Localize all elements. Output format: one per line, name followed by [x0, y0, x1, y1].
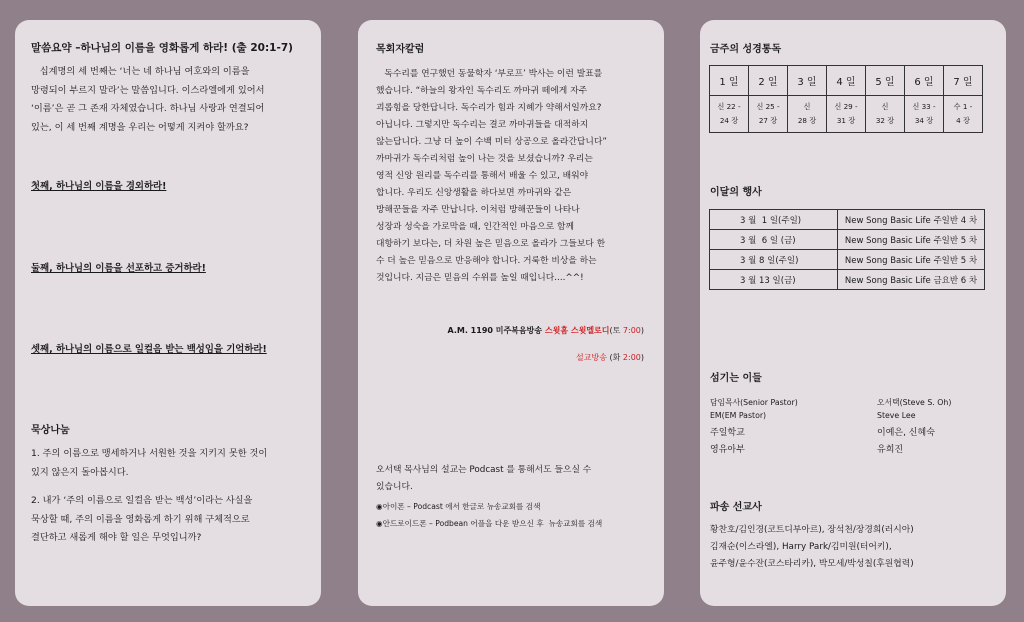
event-date: 3 월 1 일(주일)	[710, 210, 838, 230]
sermon-intro	[31, 63, 264, 137]
servant-person: 유희진	[877, 445, 904, 455]
reading-passage: 신 29 - 31 장	[827, 96, 866, 133]
bible-reading-table	[709, 65, 983, 133]
column-line: 영적 신앙 원리를 독수리를 통해서 배울 수 있고, 배워야	[376, 171, 589, 181]
question-line: 1. 주의 이름으로 맹세하거나 서원한 것을 지키지 못한 것이	[31, 448, 268, 459]
column-line: 것입니다. 지금은 믿음의 수위를 높일 때입니다....^^!	[376, 273, 584, 283]
servant-role: EM(EM Pastor)	[710, 411, 767, 420]
servants-title: 섬기는 이들	[710, 373, 762, 384]
column-line: 않는답니다. 그냥 더 높이 수백 미터 상공으로 올라간답니다”	[376, 137, 607, 147]
point-three: 셋째, 하나님의 이름으로 일컬음 받는 백성임을 기억하라!	[31, 344, 267, 355]
reading-passage: 신 32 장	[866, 96, 905, 133]
radio-paren: )	[640, 326, 644, 335]
meditation-question-2	[31, 492, 252, 548]
question-line: 묵상할 때, 주의 이름을 영화롭게 하기 위해 구체적으로	[31, 513, 250, 525]
column-line: 성장과 성숙을 가로막을 때, 인간적인 마음으로 함께	[376, 222, 575, 232]
column-line: 까마귀가 독수리처럼 높이 나는 것을 보셨습니까? 우리는	[376, 154, 593, 164]
missionary-line: 황찬호/김인경(코트디부아르), 장석천/장경희(러시아)	[710, 525, 914, 535]
event-row	[710, 250, 985, 270]
reading-passage: 신 25 - 27 장	[749, 96, 788, 133]
event-name: New Song Basic Life 주일반 5 차	[838, 230, 985, 250]
servant-person: Steve Lee	[877, 411, 916, 420]
radio-program: 스윗홈 스윗멜로디	[544, 326, 610, 335]
sermon-summary-panel	[15, 20, 321, 606]
sermon-time: 2:00	[622, 353, 641, 362]
event-row	[710, 210, 985, 230]
intro-line: ‘이름’은 곧 그 존재 자체였습니다. 하나님 사랑과 연결되어	[31, 103, 265, 114]
podcast-line: 있습니다.	[376, 482, 413, 492]
reading-passage: 신 22 - 24 장	[710, 96, 749, 133]
iphone-instruction: ◉아이폰 – Podcast 에서 한글로 뉴송교회를 검색	[376, 502, 541, 511]
reading-day: 5 일	[866, 66, 905, 96]
bible-reading-title: 금주의 성경통독	[710, 44, 782, 55]
column-line: 방해꾼들을 자주 만납니다. 이처럼 방해꾼들이 나타나	[376, 205, 580, 215]
pastor-column-text	[376, 66, 607, 287]
reading-passage: 수 1 - 4 장	[944, 96, 983, 133]
column-line: 합니다. 우리도 신앙생활을 하다보면 까마귀와 같은	[376, 188, 572, 198]
column-line: 괴롭힘을 당한답니다. 독수리가 힘과 지혜가 약해서일까요?	[376, 103, 602, 113]
reading-day: 7 일	[944, 66, 983, 96]
servant-row	[710, 411, 1000, 425]
event-date: 3 월 6 일 (금)	[710, 230, 838, 250]
column-line: 아닙니다. 그렇지만 독수리는 결코 까마귀들을 대적하지	[376, 120, 589, 130]
missionary-line: 윤주형/윤수잔(코스타리카), 박모세/박성칠(후원협력)	[710, 559, 914, 569]
servant-person: 이예은, 신혜숙	[877, 428, 935, 438]
reading-day: 1 일	[710, 66, 749, 96]
event-row	[710, 270, 985, 290]
event-date: 3 월 13 일(금)	[710, 270, 838, 290]
podcast-line: 오서택 목사님의 설교는 Podcast 를 통해서도 들으실 수	[376, 465, 592, 475]
sermon-broadcast	[576, 352, 644, 363]
event-row	[710, 230, 985, 250]
pastor-column-panel	[358, 20, 664, 606]
podcast-instructions	[376, 500, 602, 531]
column-line: 대항하기 보다는, 더 차원 높은 믿음으로 올라가 그들보다 한	[376, 239, 606, 249]
column-line: 수 더 높은 믿음으로 반응해야 합니다. 거룩한 비상을 하는	[376, 256, 597, 266]
servant-row	[710, 397, 1000, 411]
servant-row	[710, 442, 1000, 459]
meditation-title: 묵상나눔	[31, 425, 70, 436]
android-instruction: ◉안드로이드폰 – Podbean 어플을 다운 받으신 후 뉴송교회를 검색	[376, 519, 603, 528]
sermon-paren: )	[640, 353, 644, 362]
radio-day: (토	[609, 326, 623, 335]
events-title: 이달의 행사	[710, 187, 762, 198]
point-two: 둘째, 하나님의 이름을 선포하고 증거하라!	[31, 263, 206, 274]
radio-broadcast	[448, 325, 644, 336]
reading-day: 3 일	[788, 66, 827, 96]
intro-line: 망령되이 부르지 말라’는 말씀입니다. 이스라엘에게 있어서	[31, 84, 265, 96]
servant-person: 오서택(Steve S. Oh)	[877, 398, 952, 407]
events-table	[709, 209, 985, 290]
question-line: 결단하고 새롭게 해야 할 일은 무엇입니까?	[31, 532, 202, 543]
missionaries-title: 파송 선교사	[710, 502, 762, 513]
event-name: New Song Basic Life 금요반 6 차	[838, 270, 985, 290]
radio-station: A.M. 1190 미주복음방송	[447, 326, 545, 335]
missionary-line: 김재순(이스라엘), Harry Park/김미원(터어키),	[710, 542, 892, 552]
intro-line: 있는, 이 세 번째 계명을 우리는 어떻게 지켜야 할까요?	[31, 121, 249, 133]
event-name: New Song Basic Life 주일반 5 차	[838, 250, 985, 270]
event-date: 3 월 8 일(주일)	[710, 250, 838, 270]
church-info-panel	[700, 20, 1006, 606]
reading-day: 4 일	[827, 66, 866, 96]
meditation-question-1	[31, 445, 267, 482]
servant-role: 주일학교	[710, 428, 745, 438]
reading-passage: 신 28 장	[788, 96, 827, 133]
reading-days-row	[710, 66, 983, 96]
servant-row	[710, 425, 1000, 442]
servant-role: 영유아부	[710, 445, 745, 455]
intro-line: 십계명의 세 번째는 ‘너는 네 하나님 여호와의 이름을	[31, 66, 250, 77]
missionaries-list	[710, 522, 914, 573]
reading-passage: 신 33 - 34 장	[905, 96, 944, 133]
sermon-program: 설교방송	[576, 353, 607, 362]
reading-day: 6 일	[905, 66, 944, 96]
point-one: 첫째, 하나님의 이름을 경외하라!	[31, 181, 167, 192]
reading-passages-row	[710, 96, 983, 133]
sermon-summary-title: 말씀요약 –하나님의 이름을 영화롭게 하라! (출 20:1-7)	[31, 42, 293, 54]
pastor-column-title: 목회자칼럼	[376, 44, 425, 55]
servants-list	[710, 397, 1000, 459]
event-name: New Song Basic Life 주일반 4 차	[838, 210, 985, 230]
podcast-notice	[376, 462, 591, 496]
servant-role: 담임목사(Senior Pastor)	[710, 398, 798, 407]
question-line: 있지 않은지 돌아봅시다.	[31, 466, 129, 478]
question-line: 2. 내가 ‘주의 이름으로 일컬음 받는 백성’이라는 사실을	[31, 495, 253, 506]
column-line: 했습니다. “하늘의 왕자인 독수리도 까마귀 떼에게 자주	[376, 86, 588, 96]
reading-day: 2 일	[749, 66, 788, 96]
sermon-day: (화	[606, 353, 623, 362]
radio-time: 7:00	[622, 326, 641, 335]
column-line: 독수리를 연구했던 동물학자 ‘부로프’ 박사는 이런 발표를	[376, 69, 603, 79]
